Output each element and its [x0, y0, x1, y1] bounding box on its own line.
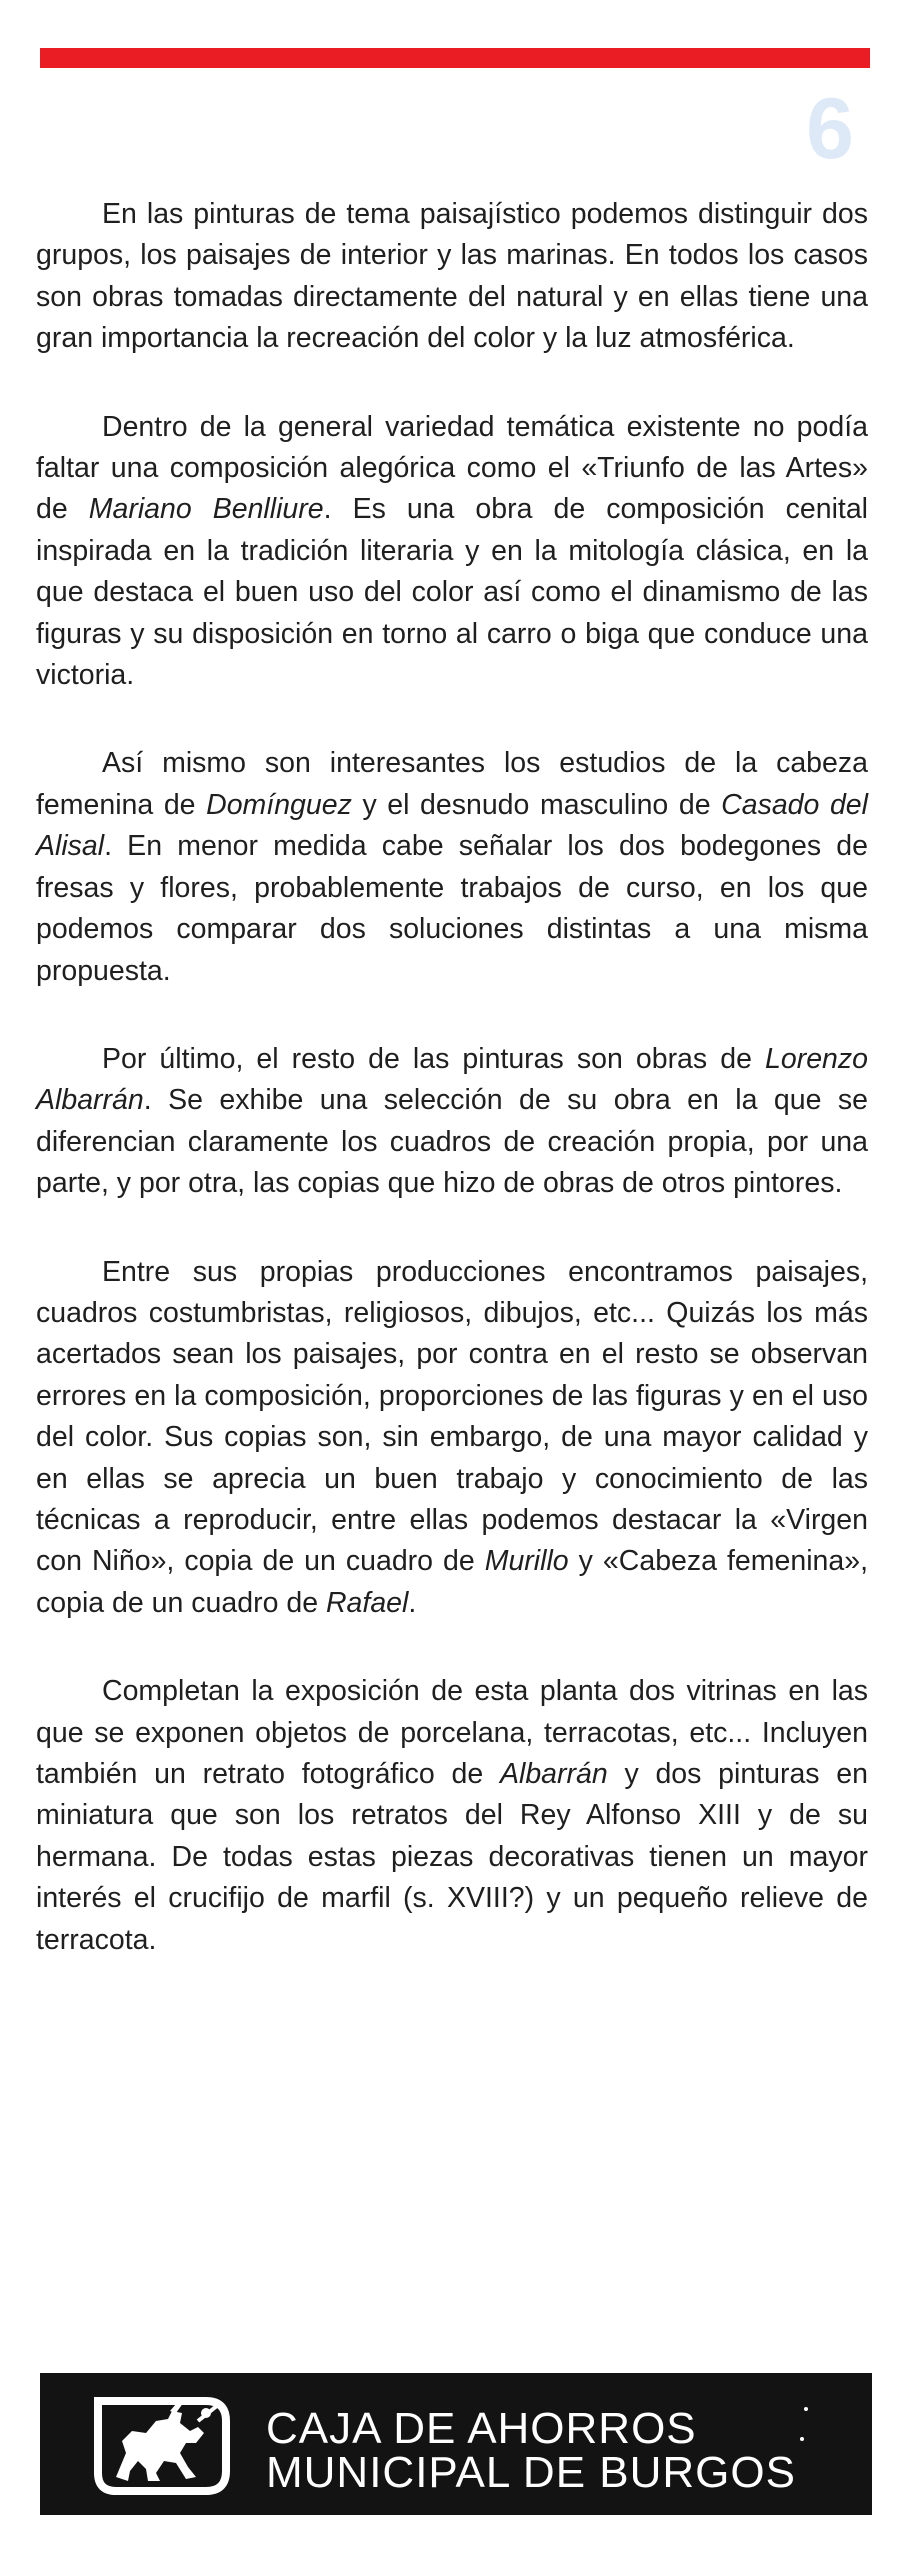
artist-name: Domínguez	[206, 788, 352, 821]
artist-name: Casado del Alisal	[36, 788, 868, 863]
artist-name: Murillo	[484, 1545, 569, 1578]
sponsor-footer	[40, 2373, 872, 2515]
text-run: Completan la exposición de esta planta dos vitrinas en las que se exponen objetos de porcelana, terracotas, etc... Incluyen también un retrato fotográfico de	[36, 1675, 868, 1790]
text-run: En las pinturas de tema paisajístico podemos distinguir dos grupos, los paisajes de interior y las marinas. En todos los casos son obras tomadas directamente del natural y en ellas tiene una gran importancia la recreación del color y la luz atmosférica.	[36, 198, 868, 355]
artist-name: Lorenzo Albarrán	[36, 1042, 868, 1117]
bank-name-line-2: MUNICIPAL DE BURGOS	[266, 2448, 796, 2497]
text-run: Por último, el resto de las pinturas son obras de	[102, 1042, 765, 1075]
horse-rider-logo-icon	[86, 2391, 242, 2501]
paragraph	[36, 1252, 868, 1625]
artist-name: Albarrán	[499, 1758, 608, 1790]
text-run: y el desnudo masculino de	[351, 788, 722, 821]
paragraph	[36, 1671, 868, 1961]
text-run: y «Cabeza femenina», copia de un cuadro de	[36, 1545, 868, 1619]
text-run: .	[408, 1586, 417, 1619]
text-run: Entre sus propias producciones encontramos paisajes, cuadros costumbristas, religiosos, dibujos, etc... Quizás los más acertados sean los paisajes, por contra en el resto se observan errores en la composición, proporciones de las figuras y en el uso del color. Sus copias son, sin embargo, de una mayor calidad y en ellas se aprecia un buen trabajo y conocimiento de las técnicas a reproducir, entre ellas podemos destacar la «Virgen con Niño», copia de un cuadro de	[36, 1255, 868, 1578]
text-run: . Es una obra de composición cenital inspirada en la tradición literaria y en la mitología clásica, en la que destaca el buen uso del color así como el dinamismo de las figuras y su disposición en torno al carro o biga que conduce una victoria.	[36, 493, 869, 692]
decorative-dot	[800, 2437, 804, 2441]
decorative-dot	[804, 2407, 808, 2411]
text-run: Dentro de la general variedad temática existente no podía faltar una composición alegórica como el «Triunfo de las Artes» de	[36, 410, 868, 526]
text-run: y dos pinturas en miniatura que son los retratos del Rey Alfonso XIII y de su hermana. De todas estas piezas decorativas tienen un mayor interés el crucifijo de marfil (s. XVIII?) y un pequeño relieve de terracota.	[36, 1758, 868, 1956]
text-run: Así mismo son interesantes los estudios de la cabeza femenina de	[36, 747, 868, 821]
paragraph	[36, 743, 868, 991]
paragraph	[36, 194, 868, 360]
paragraph	[36, 407, 868, 697]
paragraph	[36, 1039, 868, 1205]
bank-name-line-1: CAJA DE AHORROS	[266, 2404, 697, 2453]
text-run: . Se exhibe una selección de su obra en la que se diferencian claramente los cuadros de creación propia, por una parte, y por otra, las copias que hizo de obras de otros pintores.	[36, 1084, 868, 1200]
text-run: . En menor medida cabe señalar los dos bodegones de fresas y flores, probablemente trabajos de curso, en los que podemos comparar dos soluciones distintas a una misma propuesta.	[36, 830, 868, 987]
article-body	[36, 194, 868, 1961]
bank-name	[266, 2404, 796, 2497]
top-red-rule	[40, 48, 870, 68]
page-number: 6	[806, 81, 852, 177]
artist-name: Rafael	[325, 1586, 409, 1619]
artist-name: Mariano Benlliure	[88, 493, 324, 526]
